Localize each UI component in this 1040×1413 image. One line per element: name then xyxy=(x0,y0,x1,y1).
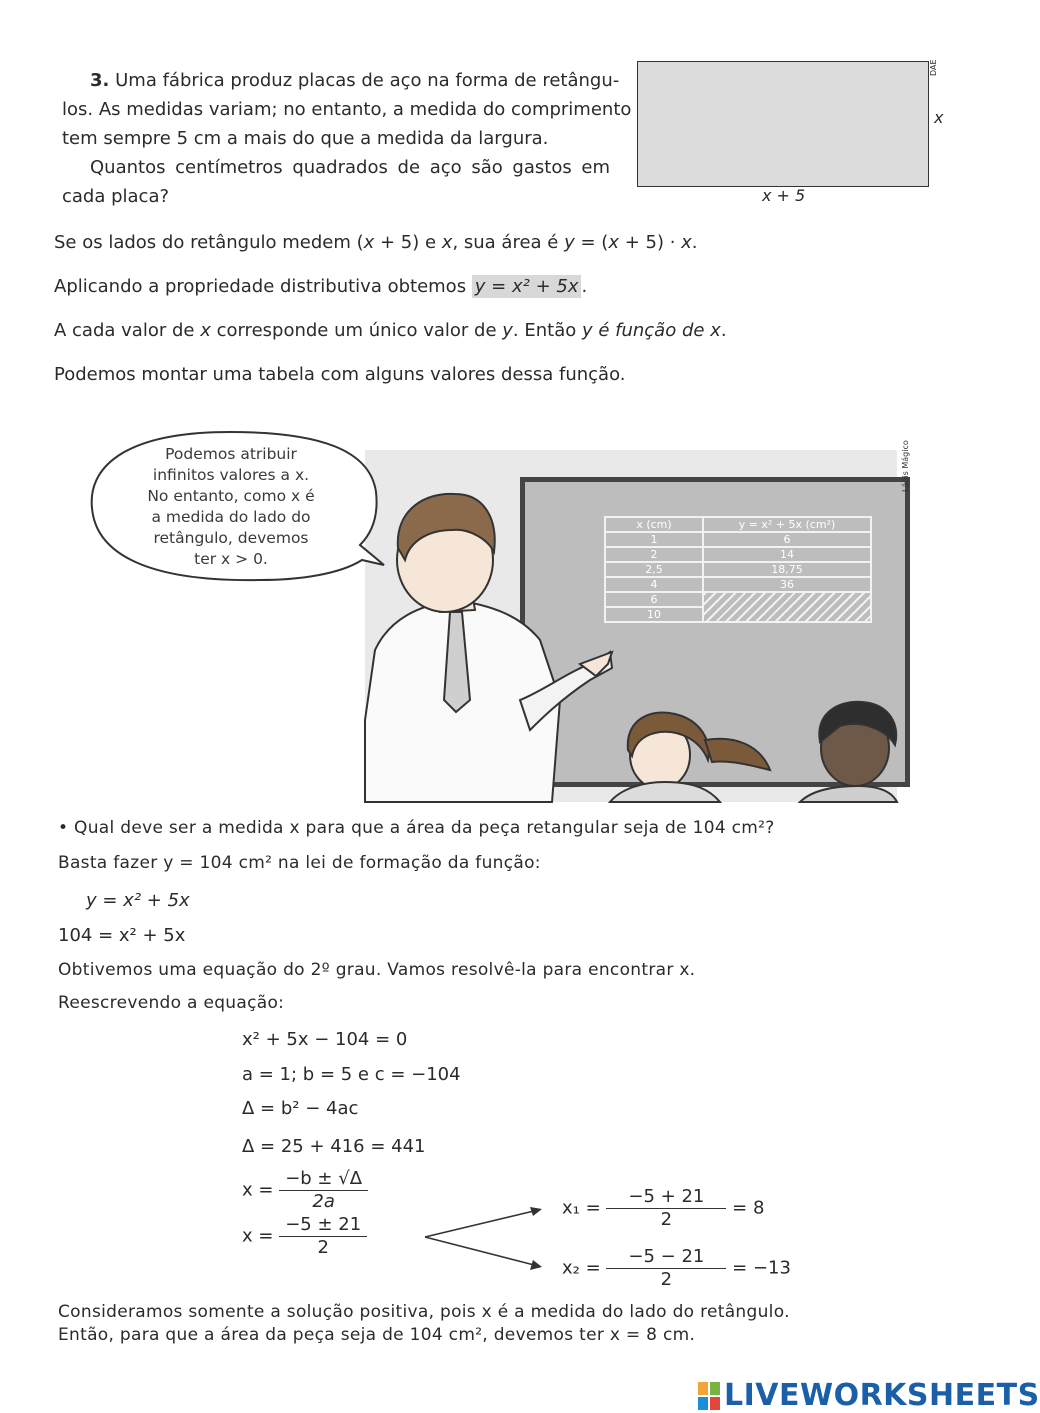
rectangle-height-label: x xyxy=(934,108,944,127)
text: Aplicando a propriedade distributiva obtemos xyxy=(54,276,472,297)
text: . xyxy=(691,232,698,253)
conclusion-text: Consideramos somente a solução positiva, pois x é a medida do lado do retângulo. xyxy=(58,1302,790,1322)
bubble-line: a medida do lado do xyxy=(151,508,311,526)
text: + 5) e xyxy=(374,232,442,253)
step-text: Reescrevendo a equação: xyxy=(58,993,285,1013)
denominator: 2 xyxy=(317,1237,329,1258)
equation-discriminant: Δ = b² − 4ac xyxy=(242,1098,359,1119)
numerator: −5 + 21 xyxy=(606,1186,726,1209)
equation-result: = −13 xyxy=(732,1257,791,1279)
table-cell: 4 xyxy=(605,577,703,592)
arrow-up-line xyxy=(425,1210,538,1237)
text: = ( xyxy=(574,232,609,253)
question-text: • Qual deve ser a medida x para que a área da peça retangular seja de 104 cm²? xyxy=(58,818,775,838)
rectangle-width-label: x + 5 xyxy=(762,186,806,205)
problem-text: Uma fábrica produz placas de aço na forma de retângu- xyxy=(115,70,620,91)
emphasis-text: y é função de x xyxy=(581,320,721,341)
variable-x: x xyxy=(363,232,375,253)
highlighted-formula: y = x² + 5x xyxy=(472,275,582,298)
equation-result: = 8 xyxy=(732,1197,765,1219)
text: + 5) · xyxy=(618,232,682,253)
table-header: x (cm) xyxy=(605,517,703,532)
equation-lhs: x₁ = xyxy=(562,1197,601,1219)
step-text: Obtivemos uma equação do 2º grau. Vamos resolvê-la para encontrar x. xyxy=(58,960,696,980)
table-cell: 6 xyxy=(703,532,871,547)
text: . xyxy=(581,276,588,297)
solution-formula xyxy=(242,1214,367,1259)
branch-arrows xyxy=(420,1200,550,1280)
student-girl-body xyxy=(610,782,720,802)
text: . xyxy=(720,320,727,341)
bubble-line: infinitos valores a x. xyxy=(152,466,310,484)
table-cell: 10 xyxy=(605,607,703,622)
arrow-down-line xyxy=(425,1237,538,1266)
bubble-line: ter x > 0. xyxy=(194,550,268,568)
numerator: −b ± √Δ xyxy=(279,1168,368,1191)
bubble-line: retângulo, devemos xyxy=(153,529,309,547)
table-cell: 6 xyxy=(605,592,703,607)
student-girl-ponytail xyxy=(705,739,770,770)
problem-line: tem sempre 5 cm a mais do que a medida da largura. xyxy=(62,128,549,149)
problem-line: los. As medidas variam; no entanto, a medida do comprimento xyxy=(62,99,632,120)
problem-line: cada placa? xyxy=(62,186,170,207)
equation-lhs: x₂ = xyxy=(562,1257,601,1279)
bubble-line: No entanto, como x é xyxy=(147,487,315,505)
table-cell: 36 xyxy=(703,577,871,592)
table-cell: 18,75 xyxy=(703,562,871,577)
equation-lhs: x = xyxy=(242,1179,274,1201)
variable-x: x xyxy=(608,232,619,253)
variable-x: x xyxy=(200,320,211,341)
denominator: 2 xyxy=(660,1269,673,1290)
problem-number: 3. xyxy=(90,70,110,91)
equation-function: y = x² + 5x xyxy=(86,890,190,911)
illustration-credit: Lápis Mágico xyxy=(901,440,910,492)
teacher-figure xyxy=(365,494,612,802)
numerator: −5 ± 21 xyxy=(279,1214,367,1237)
variable-x: x xyxy=(681,232,692,253)
equation-quadratic: x² + 5x − 104 = 0 xyxy=(242,1029,408,1050)
fraction xyxy=(606,1186,726,1231)
equation-discriminant-value: Δ = 25 + 416 = 441 xyxy=(242,1136,426,1157)
table-cell: 2 xyxy=(605,547,703,562)
equation-coefficients: a = 1; b = 5 e c = −104 xyxy=(242,1064,461,1085)
bubble-line: Podemos atribuir xyxy=(165,445,297,463)
problem-line: Quantos centímetros quadrados de aço são gastos em xyxy=(90,157,610,178)
denominator: 2 xyxy=(660,1209,673,1230)
liveworksheets-logo[interactable]: LIVEWORKSHEETS xyxy=(724,1378,1040,1413)
students-figures xyxy=(610,702,897,802)
text: . Então xyxy=(512,320,582,341)
solution-x2 xyxy=(562,1246,791,1291)
equation-104: 104 = x² + 5x xyxy=(58,925,186,946)
text: , sua área é xyxy=(452,232,565,253)
liveworksheets-logo-icon xyxy=(698,1382,720,1410)
step-text: Basta fazer y = 104 cm² na lei de formação da função: xyxy=(58,853,541,873)
text: corresponde um único valor de xyxy=(210,320,503,341)
solution-x1 xyxy=(562,1186,764,1231)
arrow-up-head xyxy=(530,1207,542,1216)
table-cell: 2,5 xyxy=(605,562,703,577)
equation-lhs: x = xyxy=(242,1225,274,1247)
fraction xyxy=(279,1168,368,1213)
arrow-down-head xyxy=(530,1260,542,1270)
table-cell: 14 xyxy=(703,547,871,562)
conclusion-text: Então, para que a área da peça seja de 104 cm², devemos ter x = 8 cm. xyxy=(58,1325,696,1345)
variable-y: y xyxy=(502,320,513,341)
numerator: −5 − 21 xyxy=(606,1246,726,1269)
variable-y: y xyxy=(564,232,575,253)
paragraph-table-intro: Podemos montar uma tabela com alguns valores dessa função. xyxy=(54,364,626,385)
text: Se os lados do retângulo medem ( xyxy=(54,232,364,253)
table-cell: 1 xyxy=(605,532,703,547)
denominator: 2a xyxy=(312,1191,335,1212)
student-boy-body xyxy=(800,786,897,802)
variable-x: x xyxy=(441,232,453,253)
speech-bubble-text xyxy=(128,444,334,570)
bhaskara-formula xyxy=(242,1168,368,1213)
figure-credit: DAE xyxy=(929,59,938,76)
fraction xyxy=(606,1246,726,1291)
fraction xyxy=(279,1214,367,1259)
text: A cada valor de xyxy=(54,320,201,341)
table-header: y = x² + 5x (cm²) xyxy=(703,517,871,532)
